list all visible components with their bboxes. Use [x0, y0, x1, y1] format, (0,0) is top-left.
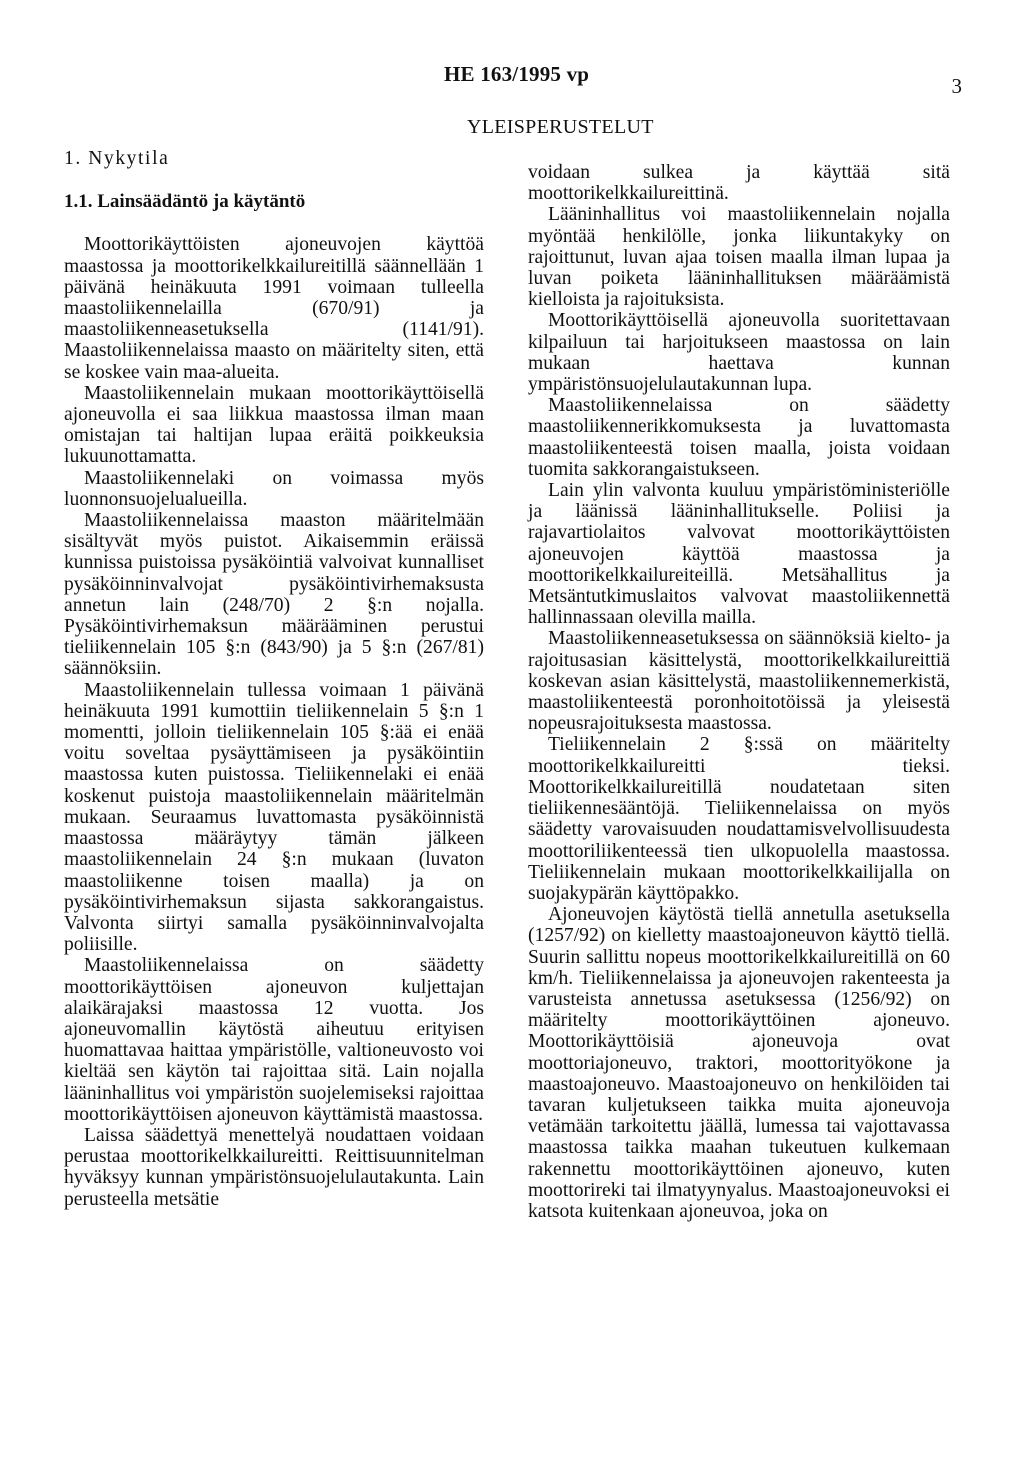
paragraph: Maastoliikennelain tullessa voimaan 1 päivänä heinäkuuta 1991 kumottiin tieliikennelain 5 §:n 1 momentti, jolloin tieliikennelain 105 §:ää ei enää voitu soveltaa pysäyttämiseen ja pysäköintiin maastossa kuten puistossa. Tieliikennelaki ei enää koskenut puistoja maastoliikennelain määritelmän mukaan. Seuraamus luvattomasta pysäköinnistä maastossa määräytyy tämän jälkeen maastoliikennelain 24 §:n mukaan (luvaton maastoliikenne toisen maalla) ja on pysäköintivirhemaksun sijasta sakkorangaistus. Valvonta siirtyi samalla pysäköinninvalvojalta poliisille. [64, 679, 484, 956]
left-column [64, 148, 484, 1210]
chapter-title: 1. Nykytila [64, 148, 170, 169]
paragraph: Maastoliikennelaissa on säädetty moottorikäyttöisen ajoneuvon kuljettajan alaikärajaksi maastossa 12 vuotta. Jos ajoneuvomallin käytöstä aiheutuu erityisen huomattavaa haittaa ympäristölle, valtioneuvosto voi kieltää sen käytön tai rajoittaa sitä. Lain nojalla lääninhallitus voi ympäristön suojelemiseksi rajoittaa moottorikäyttöisen ajoneuvon käyttämistä maastossa. [64, 955, 484, 1125]
page-number: 3 [951, 74, 962, 98]
paragraph: Maastoliikennelaissa on säädetty maastoliikennerikkomuksesta ja luvattomasta maastoliikenteestä toisen maalla, joista voidaan tuomita sakkorangaistukseen. [528, 395, 950, 480]
paragraph: Maastoliikenneasetuksessa on säännöksiä kielto- ja rajoitusasian käsittelystä, moottorikelkkailureittiä koskevan asian käsittelystä, maastoliikennemerkistä, maastoliikenteestä poronhoitotöissä ja yleisestä nopeusrajoituksesta maastossa. [528, 628, 950, 735]
paragraph: Ajoneuvojen käytöstä tiellä annetulla asetuksella (1257/92) on kielletty maastoajoneuvon käyttö tiellä. Suurin sallittu nopeus moottorikelkkailureitillä on 60 km/h. Tieliikennelaissa ja ajoneuvojen rakenteesta ja varusteista annetussa asetuksessa (1256/92) on määritelty moottorikäyttöinen ajoneuvo. Moottorikäyttöisiä ajoneuvoja ovat moottoriajoneuvo, traktori, moottorityökone ja maastoajoneuvo. Maastoajoneuvo on henkilöiden tai tavaran kuljetukseen taikka muita ajoneuvoja vetämään tarkoitettu jäällä, lumessa tai vajottavassa maastossa taikka maahan tukeutuen kulkemaan rakennettu moottorikäyttöinen ajoneuvo, kuten moottorireki tai ilmatyynyalus. Maastoajoneuvoksi ei katsota kuitenkaan ajoneuvoa, joka on [528, 904, 950, 1222]
paragraph: Maastoliikennelaissa maaston määritelmään sisältyvät myös puistot. Aikaisemmin eräissä kunnissa puistoissa pysäköintiä valvoivat kunnalliset pysäköinninvalvojat pysäköintivirhemaksusta annetun lain (248/70) 2 §:n nojalla. Pysäköintivirhemaksun määrääminen perustui tieliikennelain 105 §:n (843/90) ja 5 §:n (267/81) säännöksiin. [64, 510, 484, 680]
paragraph: Moottorikäyttöisten ajoneuvojen käyttöä maastossa ja moottorikelkkailureitillä säännellään 1 päivänä heinäkuuta 1991 voimaan tulleella maastoliikennelailla (670/91) ja maastoliikenneasetuksella (1141/91). Maastoliikennelaissa maasto on määritelty siten, että se koskee vain maa-alueita. [64, 234, 484, 383]
paragraph: Lain ylin valvonta kuuluu ympäristöministeriölle ja läänissä lääninhallitukselle. Poliisi ja rajavartiolaitos valvovat moottorikäyttöisten ajoneuvojen käyttöä maastossa ja moottorikelkkailureiteillä. Metsähallitus ja Metsäntutkimuslaitos valvovat maastoliikennettä hallinnassaan olevilla mailla. [528, 480, 950, 629]
page-header [0, 62, 1024, 98]
document-id: HE 163/1995 vp [444, 62, 590, 86]
paragraph: voidaan sulkea ja käyttää sitä moottorikelkkailureittinä. [528, 162, 950, 205]
paragraph: Maastoliikennelain mukaan moottorikäyttöisellä ajoneuvolla ei saa liikkua maastossa ilman maan omistajan tai haltijan lupaa eräitä poikkeuksia lukuunottamatta. [64, 382, 484, 468]
paragraph: Maastoliikennelaki on voimassa myös luonnonsuojelualueilla. [64, 467, 484, 510]
section-heading: YLEISPERUSTELUT [467, 116, 654, 138]
paragraph: Tieliikennelain 2 §:ssä on määritelty moottorikelkkailureitti tieksi. Moottorikelkkailureitillä noudatetaan siten tieliikennesääntöjä. Tieliikennelaissa on myös säädetty varovaisuuden noudattamisvelvollisuudesta moottoriliikenteessä tien ulkopuolella maastossa. Tieliikennelain mukaan moottorikelkkailijalla on suojakypärän käyttöpakko. [528, 734, 950, 904]
subsection-title: 1.1. Lainsäädäntö ja käytäntö [64, 191, 306, 213]
paragraph: Laissa säädettyä menettelyä noudattaen voidaan perustaa moottorikelkkailureitti. Reittisuunnitelman hyväksyy kunnan ympäristönsuojelulautakunta. Lain perusteella metsätie [64, 1124, 484, 1210]
paragraph: Moottorikäyttöisellä ajoneuvolla suoritettavaan kilpailuun tai harjoitukseen maastossa on lain mukaan haettava kunnan ympäristönsuojelulautakunnan lupa. [528, 310, 950, 396]
paragraph: Lääninhallitus voi maastoliikennelain nojalla myöntää henkilölle, jonka liikuntakyky on rajoittunut, luvan ajaa toisen maalla ilman lupaa ja luvan poiketa lääninhallituksen määräämistä kielloista ja rajoituksista. [528, 204, 950, 311]
right-column [528, 162, 950, 1222]
